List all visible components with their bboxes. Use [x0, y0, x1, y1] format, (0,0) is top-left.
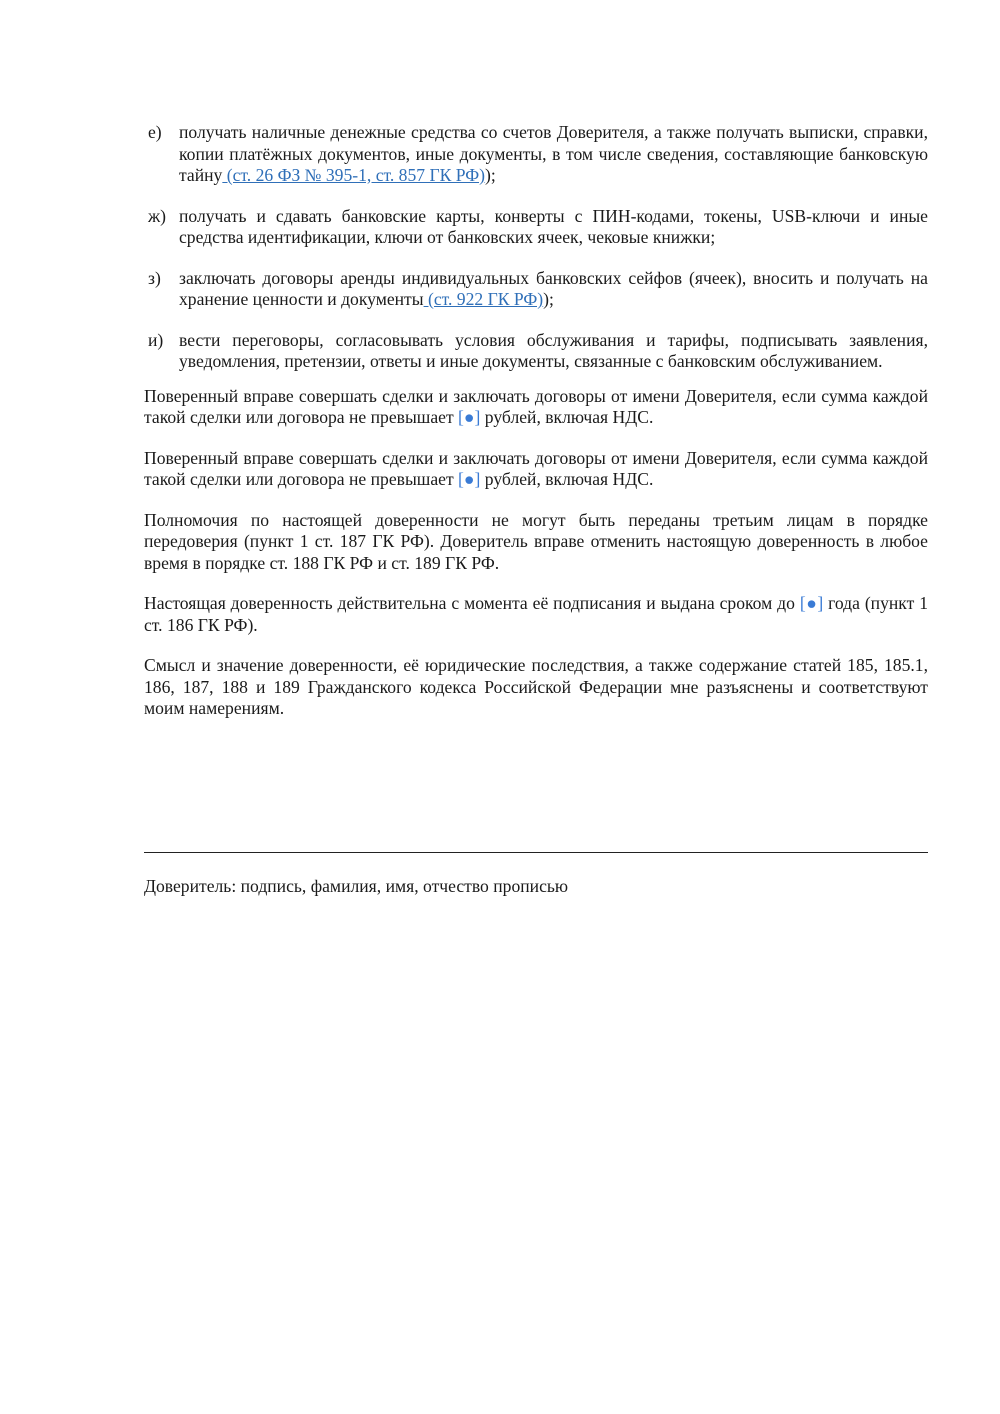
signature-caption: Доверитель: подпись, фамилия, имя, отчество прописью — [144, 876, 569, 896]
legal-reference-link[interactable]: (ст. 922 ГК РФ) — [423, 289, 544, 309]
signature-line[interactable] — [144, 852, 928, 853]
list-item-text: вести переговоры, согласовывать условия обслуживания и тарифы, подписывать заявления, уведомления, претензии, ответы и иные документы, связанные с банковским обслуживанием. — [179, 329, 928, 371]
list-item-z — [144, 268, 928, 311]
validity-paragraph: Настоящая доверенность действительна с момента её подписания и выдана сроком до [●] года (пункт 1 ст. 186 ГК РФ). — [144, 593, 929, 635]
list-marker: и) — [148, 329, 164, 350]
amount-placeholder[interactable]: [●] — [458, 407, 481, 427]
list-marker: з) — [148, 267, 161, 288]
list-marker: е) — [148, 122, 162, 142]
list-item-text: получать наличные денежные средства со счетов Доверителя, а также получать выписки, справки, копии платёжных документов, иные документы, в том числе сведения, составляющие банковскую тайну (ст. 26 ФЗ № 395-1, ст. 857 ГК РФ)); — [179, 122, 928, 185]
date-placeholder[interactable]: [●] — [799, 593, 824, 613]
list-marker: ж) — [148, 205, 167, 226]
list-item-zh — [144, 206, 928, 249]
list-item-e — [144, 122, 928, 187]
list-item-text: заключать договоры аренды индивидуальных банковских сейфов (ячеек), вносить и получать на хранение ценности и документы (ст. 922 ГК РФ)); — [179, 267, 928, 309]
delegation-paragraph: Полномочия по настоящей доверенности не могут быть переданы третьим лицам в порядке передоверия (пункт 1 ст. 187 ГК РФ). Доверитель вправе отменить настоящую доверенность в любое время в порядке ст. 188 ГК РФ и ст. 189 ГК РФ. — [144, 509, 928, 573]
transaction-limit-paragraph: Поверенный вправе совершать сделки и заключать договоры от имени Доверителя, если сумма каждой такой сделки или договора не превышает [●] рублей, включая НДС. — [144, 385, 928, 427]
legal-reference-link[interactable]: (ст. 26 ФЗ № 395-1, ст. 857 ГК РФ) — [222, 165, 486, 185]
list-item-i — [144, 330, 928, 373]
document-page — [144, 122, 928, 739]
list-item-text: получать и сдавать банковские карты, конверты с ПИН-кодами, токены, USB-ключи и иные средства идентификации, ключи от банковских ячеек, чековые книжки; — [179, 205, 928, 247]
amount-placeholder[interactable]: [●] — [458, 469, 481, 489]
acknowledgement-paragraph: Смысл и значение доверенности, её юридические последствия, а также содержание статей 185, 185.1, 186, 187, 188 и 189 Гражданского кодекса Российской Федерации мне разъяснены и соответствуют моим намерениям. — [144, 655, 928, 718]
transaction-limit-paragraph-duplicate: Поверенный вправе совершать сделки и заключать договоры от имени Доверителя, если сумма каждой такой сделки или договора не превышает [●] рублей, включая НДС. — [144, 447, 928, 489]
